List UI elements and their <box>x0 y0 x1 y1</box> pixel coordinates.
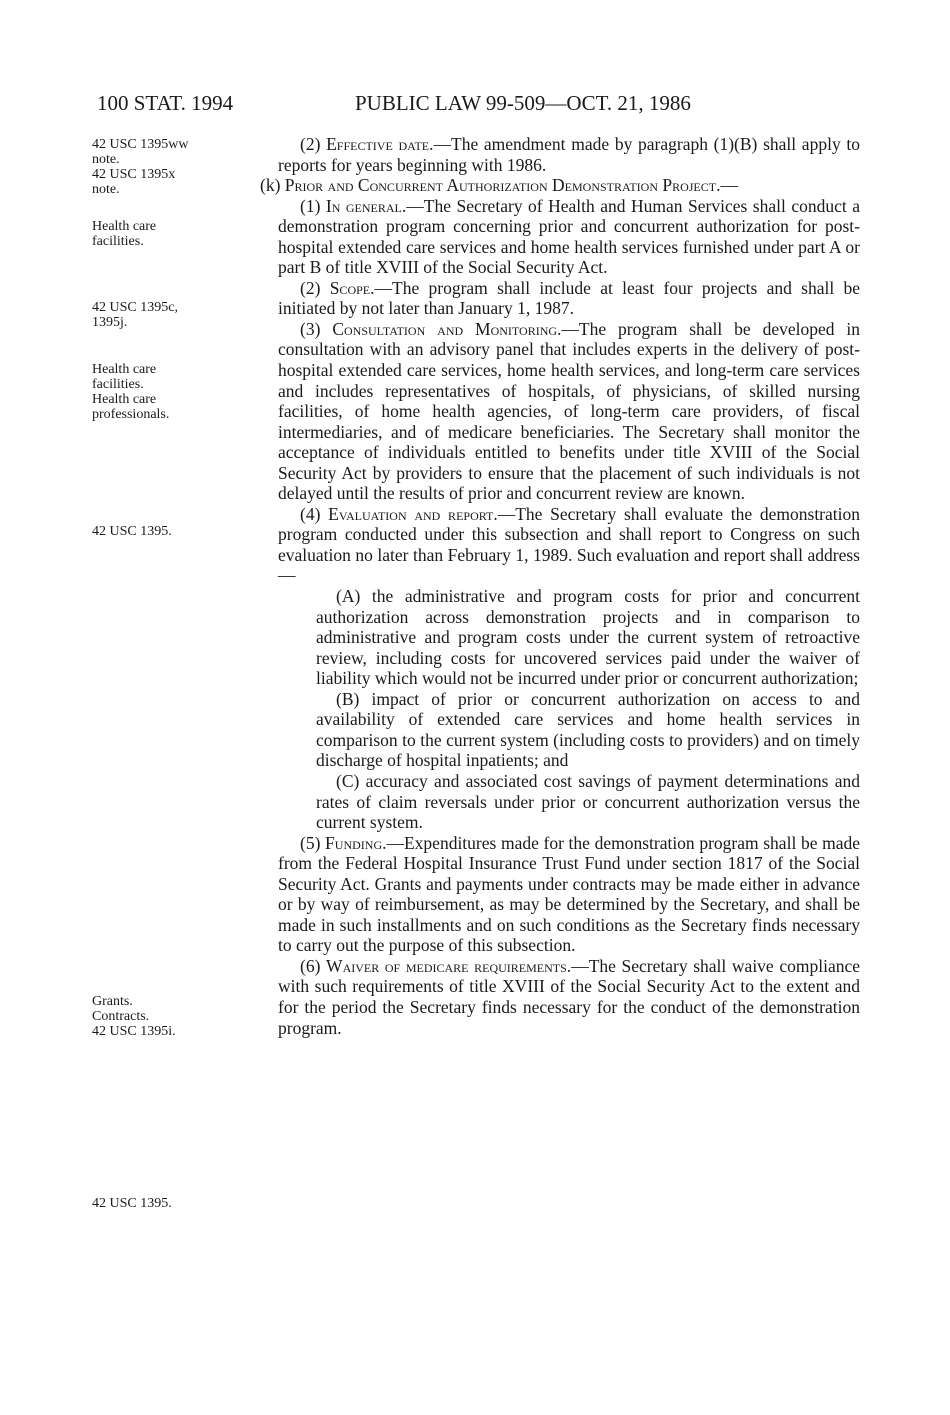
clause-k4-b: (B) impact of prior or concurrent authorization on access to and availability of extended care services and home health services in comparison to the current system (including costs to providers) and on timely discharge of hospital inpatients; and <box>316 688 860 771</box>
paragraph-k1-in-general: (1) In general.—The Secretary of Health and Human Services shall conduct a demonstration program concerning prior and concurrent authorization for post-hospital extended care services and home health services furnished under part A or part B of title XVIII of the Social Security Act. <box>278 195 860 278</box>
paragraph-k3-consultation: (3) Consultation and Monitoring.—The program shall be developed in consultation with an advisory panel that includes experts in the delivery of post-hospital extended care services, home health services, and long-term care services and includes representatives of hospitals, of physicians, of skilled nursing facilities, of home health agencies, of long-term care providers, of fiscal intermediaries, and of medicare beneficiaries. The Secretary shall monitor the acceptance of individuals entitled to benefits under title XVIII of the Social Security Act by providers to ensure that the placement of such individuals is not delayed until the results of prior and concurrent review are known. <box>278 318 861 504</box>
page-reference: 100 STAT. 1994 <box>97 91 234 115</box>
side-note-health-care-professionals: Health care facilities. Health care professionals. <box>92 362 170 422</box>
paragraph-k4-evaluation: (4) Evaluation and report.—The Secretary shall evaluate the demonstration program conducted under this subsection and shall report to Congress on such evaluation no later than February 1, 1989. Such evaluation and report shall address— <box>278 503 860 586</box>
paragraph-k5-funding: (5) Funding.—Expenditures made for the demonstration program shall be made from the Federal Hospital Insurance Trust Fund under section 1817 of the Social Security Act. Grants and payments under contracts may be made either in advance or by way of reimbursement, as may be determined by the Secretary, and shall be made in such installments and on such conditions as the Secretary finds necessary to carry out the purpose of this subsection. <box>278 832 860 956</box>
side-note-health-care-facilities: Health care facilities. <box>92 219 157 249</box>
side-note-usc-1395-a: 42 USC 1395. <box>92 524 172 539</box>
clause-k4-a: (A) the administrative and program costs for prior and concurrent authorization across demonstration projects and in comparison to administrative and program costs under the current system of retroactive review, including costs for uncovered services paid under the waiver of liability which would not be incurred under prior or concurrent authorization; <box>316 586 860 689</box>
running-header <box>97 88 854 118</box>
paragraph-k6-waiver: (6) Waiver of medicare requirements.—The Secretary shall waive compliance with such requirements of title XVIII of the Social Security Act to the extent and for the period the Secretary finds necessary for the conduct of the demonstration program. <box>278 955 860 1038</box>
heading-waiver: Waiver of medicare requirements. <box>326 955 572 976</box>
heading-in-general: In general. <box>325 195 407 216</box>
paragraph-k2-scope: (2) Scope.—The program shall include at least four projects and shall be initiated by not later than January 1, 1987. <box>278 277 861 319</box>
side-note-usc-1395c: 42 USC 1395c, 1395j. <box>92 300 178 330</box>
side-note-grants-contracts: Grants. Contracts. 42 USC 1395i. <box>92 994 176 1039</box>
heading-effective-date: Effective date. <box>326 134 434 154</box>
heading-prior-concurrent: Prior and Concurrent Authorization Demonstration Project. <box>284 175 721 196</box>
heading-funding: Funding. <box>325 832 387 853</box>
heading-scope: Scope. <box>329 277 375 298</box>
statute-body <box>260 134 861 1038</box>
subsection-k-heading: (k) Prior and Concurrent Authorization Demonstration Project.— <box>260 175 738 196</box>
paragraph-2-effective-date: (2) Effective date.—The amendment made by paragraph (1)(B) shall apply to reports for years beginning with 1986. <box>278 134 860 175</box>
law-reference: PUBLIC LAW 99-509—OCT. 21, 1986 <box>355 91 691 115</box>
heading-evaluation: Evaluation and report. <box>328 503 498 524</box>
clause-k4-c: (C) accuracy and associated cost savings of payment determinations and rates of claim reversals under prior or concurrent authorization versus the current system. <box>316 770 860 833</box>
side-note-usc-1395ww: 42 USC 1395ww note. 42 USC 1395x note. <box>92 137 189 197</box>
side-note-usc-1395-b: 42 USC 1395. <box>92 1196 172 1211</box>
heading-consultation: Consultation and Monitoring. <box>332 318 562 339</box>
